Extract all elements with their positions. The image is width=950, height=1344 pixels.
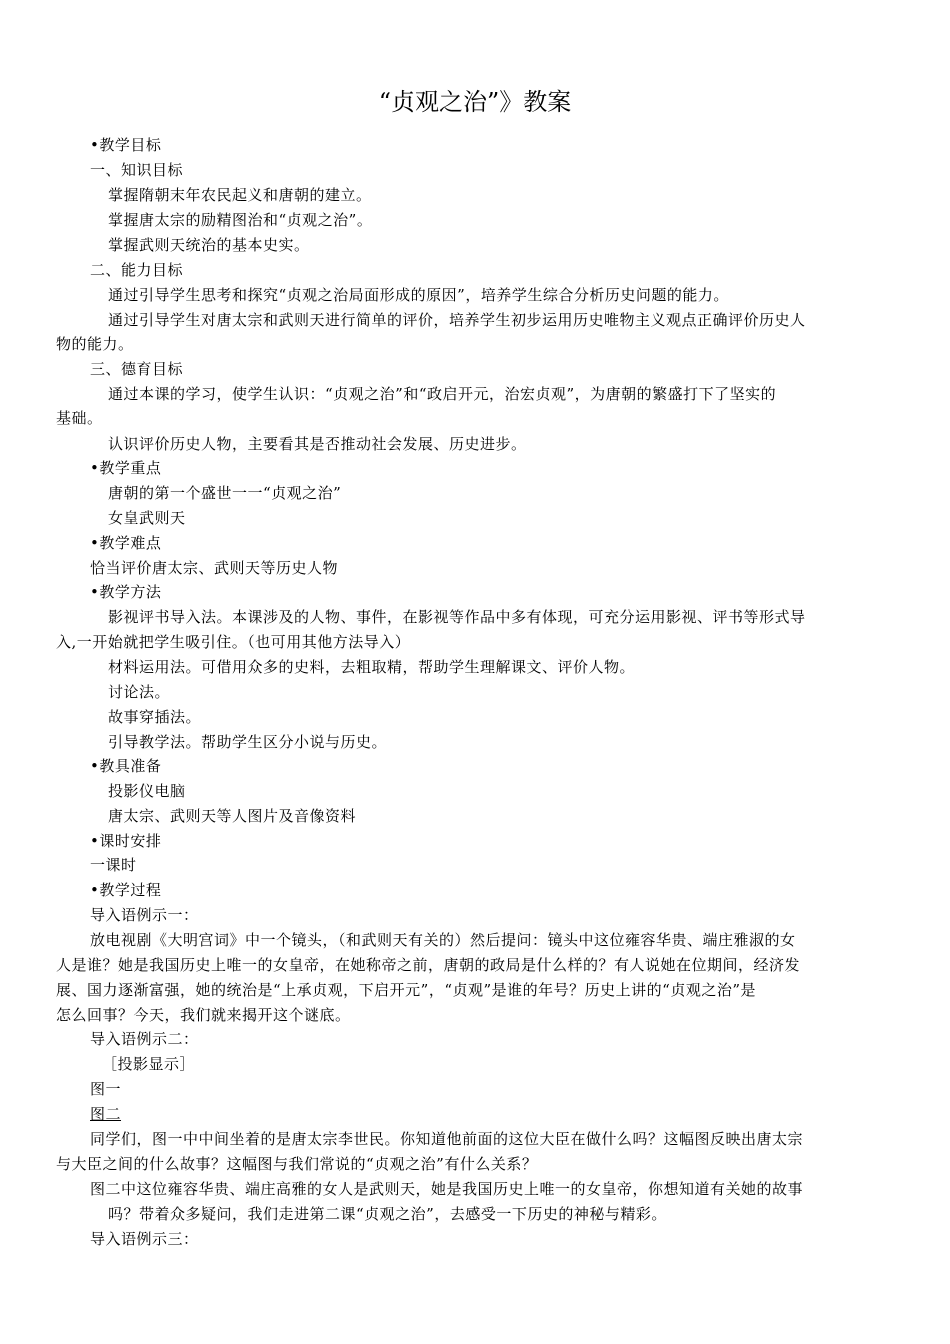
text-line: 掌握唐太宗的励精图治和“贞观之治”。 (108, 211, 373, 229)
text-line: 引导教学法。帮助学生区分小说与历史。 (108, 733, 388, 751)
text-line: 恰当评价唐太宗、武则天等历史人物 (90, 559, 339, 577)
text-line: 故事穿插法。 (108, 708, 202, 726)
subheading-ability-goals: 二、能力目标 (90, 261, 184, 279)
text-line: 认识评价历史人物，主要看其是否推动社会发展、历史进步。 (108, 435, 527, 453)
text-line: 入,一开始就把学生吸引住。（也可用其他方法导入） (56, 633, 411, 651)
text-line: 与大臣之间的什么故事？这幅图与我们常说的“贞观之治”有什么关系？ (56, 1155, 538, 1173)
text-line: 基础。 (56, 409, 103, 427)
text-line: 导入语例示一： (90, 906, 199, 924)
text-line: 投影仪电脑 (108, 782, 186, 800)
figure-two-link[interactable]: 图二 (90, 1105, 122, 1123)
text-line: 通过本课的学习，使学生认识：“贞观之治”和“政启开元，治宏贞观”，为唐朝的繁盛打下了坚实的 (108, 385, 777, 403)
text-line: 怎么回事？今天，我们就来揭开这个谜底。 (56, 1006, 351, 1024)
text-line: ［投影显示］ (102, 1055, 196, 1073)
section-heading-process: •教学过程 (90, 881, 162, 899)
text-line: 通过引导学生对唐太宗和武则天进行简单的评价，培养学生初步运用历史唯物主义观点正确评价历史人 (108, 311, 806, 329)
text-line: 吗？带着众多疑问，我们走进第二课“贞观之治”，去感受一下历史的神秘与精彩。 (108, 1205, 667, 1223)
text-line: 图一 (90, 1080, 122, 1098)
text-line: 导入语例示三： (90, 1230, 199, 1248)
section-heading-equipment: •教具准备 (90, 757, 162, 775)
text-line: 放电视剧《大明宫词》中一个镜头，（和武则天有关的）然后提问：镜头中这位雍容华贵、端庄雅淑的女 (90, 931, 796, 949)
text-line: 同学们，图一中中间坐着的是唐太宗李世民。你知道他前面的这位大臣在做什么吗？这幅图反映出唐太宗 (90, 1130, 804, 1148)
text-line: 掌握隋朝末年农民起义和唐朝的建立。 (108, 186, 372, 204)
text-line: 影视评书导入法。本课涉及的人物、事件，在影视等作品中多有体现，可充分运用影视、评书等形式导 (108, 608, 806, 626)
subheading-knowledge-goals: 一、知识目标 (90, 161, 184, 179)
text-line: 导入语例示二： (90, 1030, 199, 1048)
page-title: “贞观之治”》教案 (378, 88, 572, 116)
text-line: 女皇武则天 (108, 509, 186, 527)
section-heading-schedule: •课时安排 (90, 832, 162, 850)
text-line: 掌握武则天统治的基本史实。 (108, 236, 310, 254)
section-heading-methods: •教学方法 (90, 583, 162, 601)
subheading-moral-goals: 三、德育目标 (90, 360, 184, 378)
text-line: 材料运用法。可借用众多的史料，去粗取精，帮助学生理解课文、评价人物。 (108, 658, 636, 676)
text-line: 一课时 (90, 856, 137, 874)
text-line: 唐朝的第一个盛世一一“贞观之治” (108, 484, 342, 502)
text-line: 人是谁？她是我国历史上唯一的女皇帝，在她称帝之前，唐朝的政局是什么样的？有人说她在位期间，经济发 (56, 956, 801, 974)
text-line: 讨论法。 (108, 683, 171, 701)
section-heading-difficulties: •教学难点 (90, 534, 162, 552)
section-heading-teaching-goals: •教学目标 (90, 136, 162, 154)
section-heading-key-points: •教学重点 (90, 459, 162, 477)
text-line: 通过引导学生思考和探究“贞观之治局面形成的原因”，培养学生综合分析历史问题的能力。 (108, 286, 729, 304)
text-line: 图二中这位雍容华贵、端庄高雅的女人是武则天，她是我国历史上唯一的女皇帝，你想知道有关她的故事 (90, 1180, 804, 1198)
text-line: 展、国力逐渐富强，她的统治是“上承贞观，下启开元”，“贞观”是谁的年号？历史上讲的“贞观之治”是 (56, 981, 757, 999)
text-line: 唐太宗、武则天等人图片及音像资料 (108, 807, 357, 825)
text-line: 物的能力。 (56, 335, 134, 353)
